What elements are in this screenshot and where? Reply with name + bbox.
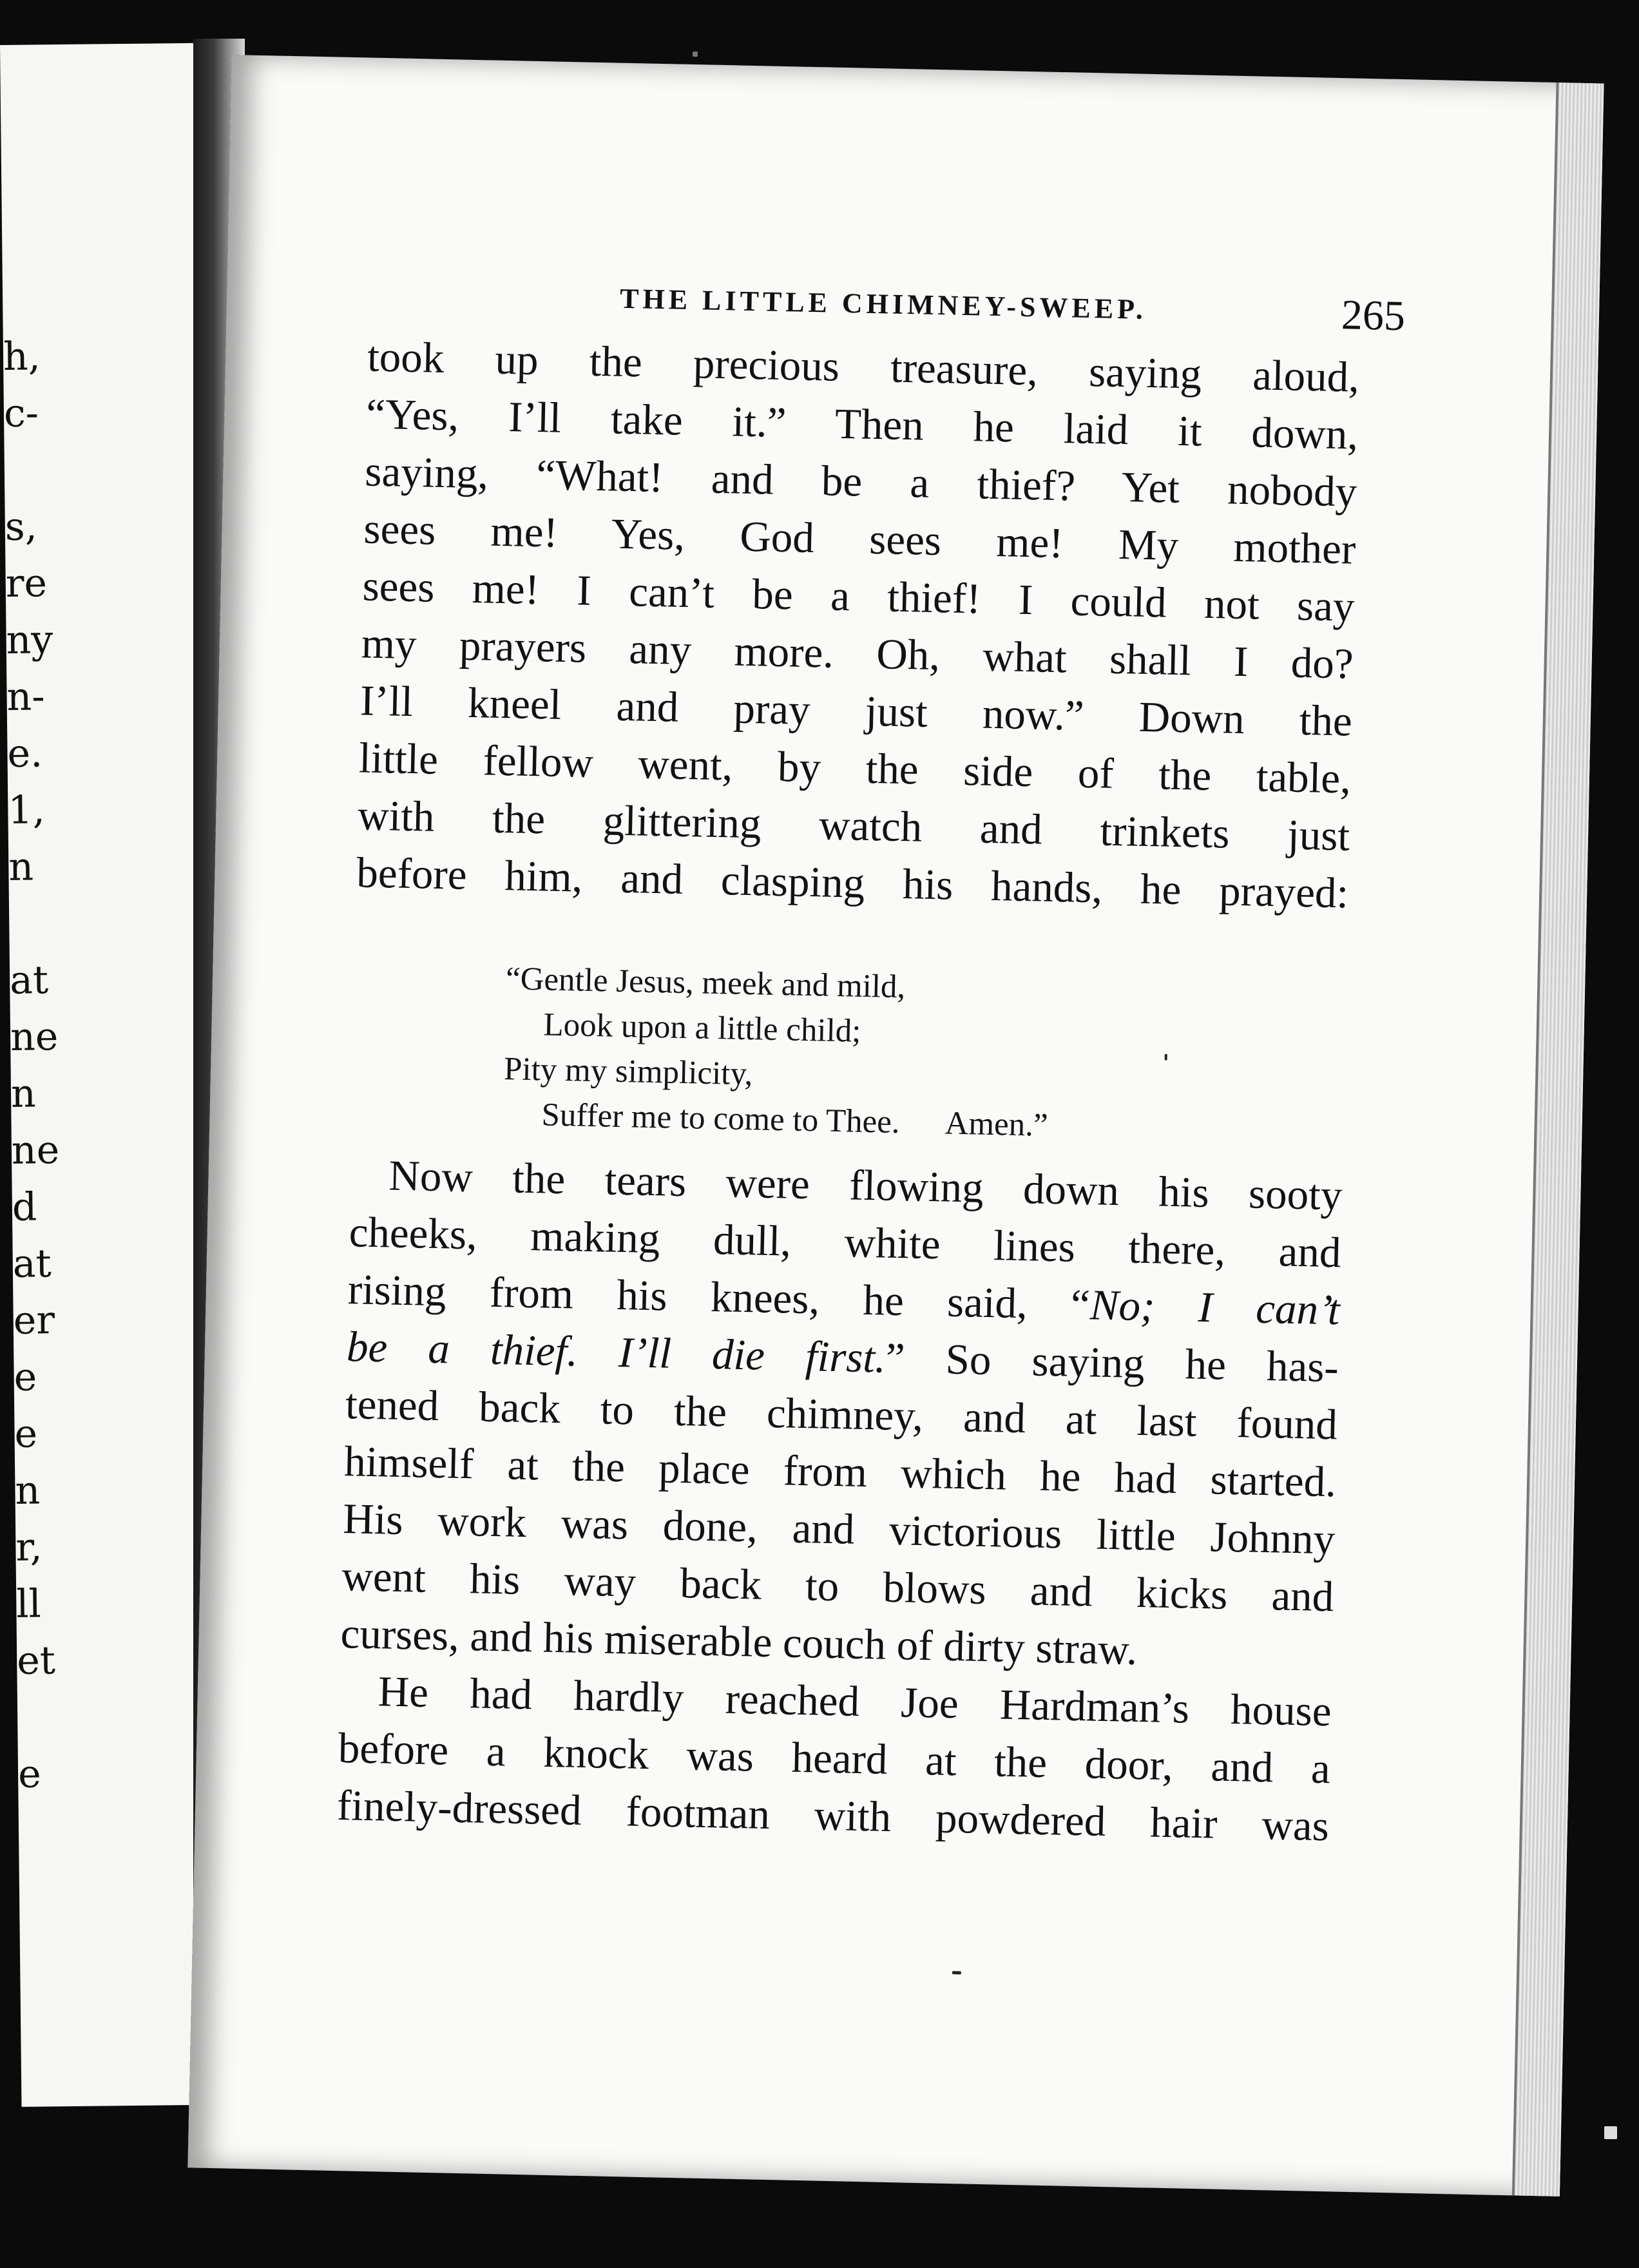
left-fragment: [4, 441, 56, 499]
text-line: little fellow went, by the side of the table,: [358, 734, 1352, 803]
left-page-line-endings: [3, 328, 70, 1803]
verse-line: “Gentle Jesus, meek and mild,: [505, 961, 906, 1006]
text-line: with the glittering watch and trinkets just: [357, 791, 1350, 860]
prayer-verse: [503, 956, 1215, 1151]
text-line: before a knock was heard at the door, and a: [338, 1724, 1331, 1793]
text-line: my prayers any more. Oh, what shall I do?: [361, 619, 1354, 688]
left-fragment: [17, 1689, 70, 1746]
text-line: himself at the place from which he had started.: [343, 1437, 1337, 1506]
left-fragment: at: [12, 1241, 52, 1287]
left-fragment: ne: [11, 1128, 60, 1173]
page-number: 265: [1341, 291, 1406, 340]
running-head: [619, 276, 1458, 340]
text-segment: ” So saying he has-: [885, 1334, 1339, 1392]
text-line: went his way back to blows and kicks and: [341, 1552, 1335, 1621]
left-fragment: n: [10, 1071, 37, 1117]
left-fragment: re: [5, 561, 48, 606]
text-line: Now the tears were flowing down his sooty: [388, 1151, 1343, 1220]
left-fragment: [9, 895, 61, 952]
left-fragment: n: [8, 844, 34, 890]
left-fragment: e: [14, 1354, 37, 1400]
text-line: finely-dressed footman with powdered hair was: [336, 1782, 1330, 1850]
verse-line: Look upon a little child;: [542, 1006, 861, 1050]
header-title: THE LITTLE CHIMNEY-SWEEP.: [619, 282, 1147, 325]
left-fragment: s,: [5, 504, 38, 550]
text-line: cheeks, making dull, white lines there, and: [348, 1208, 1342, 1277]
left-fragment: et: [16, 1638, 56, 1684]
left-fragment: h,: [3, 334, 41, 380]
left-facing-page: [0, 43, 226, 2107]
left-fragment: e.: [7, 731, 43, 776]
verse-line-text: Suffer me to come to Thee.: [541, 1097, 901, 1141]
italic-segment: No; I can’t: [1089, 1281, 1341, 1334]
left-fragment: r,: [15, 1524, 43, 1570]
left-fragment: ne: [10, 1014, 59, 1060]
verse-amen: Amen.”: [944, 1105, 1049, 1144]
page-edges: [1512, 82, 1604, 2196]
left-fragment: ny: [6, 617, 53, 663]
left-fragment: e: [14, 1411, 38, 1457]
scan-speck: [952, 1971, 961, 1974]
left-fragment: n-: [6, 674, 45, 720]
text-line: His work was done, and victorious little Johnny: [342, 1495, 1336, 1564]
text-line: before him, and clasping his hands, he prayed:: [356, 849, 1349, 918]
italic-segment: be a thief. I’ll die first.: [346, 1323, 887, 1382]
text-line: sees me! I can’t be a thief! I could not say: [362, 562, 1356, 631]
text-line: curses, and his miserable couch of dirty straw.: [340, 1610, 1138, 1674]
right-page: [187, 55, 1604, 2196]
scan-speck: [693, 52, 698, 57]
text-line: “Yes, I’ll take it.” Then he laid it down,: [365, 390, 1359, 459]
scan-speck: [1165, 1054, 1167, 1061]
scan-speck: [1604, 2126, 1617, 2139]
text-segment: rising from his knees, he said, “: [347, 1265, 1091, 1329]
text-line: I’ll kneel and pray just now.” Down the: [359, 677, 1353, 745]
paragraph-2: [336, 1146, 1343, 1855]
verse-line: Pity my simplicity,: [503, 1051, 753, 1093]
left-fragment: d: [12, 1184, 37, 1230]
left-fragment: er: [13, 1298, 55, 1343]
left-fragment: at: [9, 957, 49, 1003]
text-line: took up the precious treasure, saying aloud,: [367, 332, 1360, 401]
left-fragment: n: [15, 1468, 41, 1514]
left-fragment: e: [17, 1751, 41, 1797]
left-fragment: ll: [15, 1581, 42, 1627]
left-fragment: 1,: [8, 787, 46, 833]
text-line: sees me! Yes, God sees me! My mother: [363, 505, 1357, 573]
paragraph-1: [356, 329, 1360, 923]
text-line: tened back to the chimney, and at last found: [345, 1380, 1338, 1449]
left-fragment: c-: [3, 390, 39, 436]
text-line: saying, “What! and be a thief? Yet nobody: [364, 447, 1357, 516]
text-line: He had hardly reached Joe Hardman’s house: [378, 1667, 1332, 1736]
